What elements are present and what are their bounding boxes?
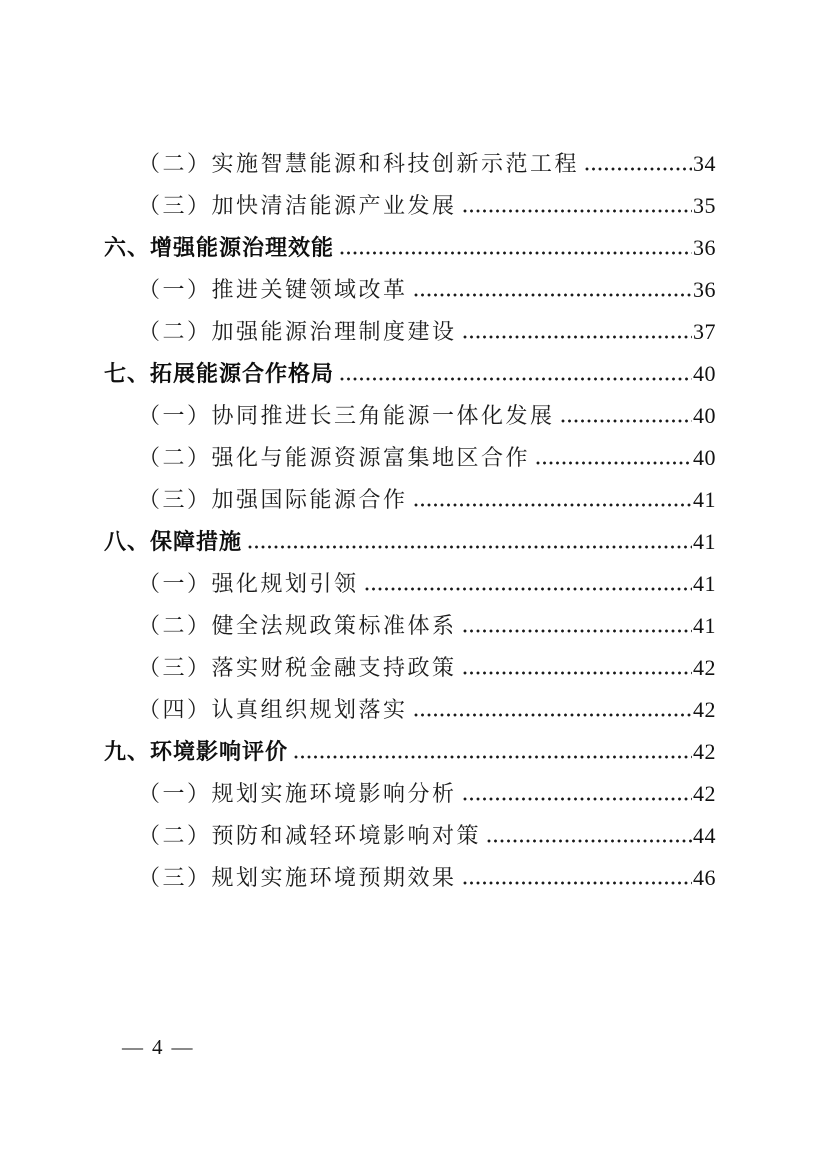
- toc-entry-page-number: 42: [693, 655, 716, 680]
- toc-entry: [104, 815, 716, 857]
- toc-entry-label: 七、拓展能源合作格局: [104, 361, 335, 386]
- toc-entry-label: （三）加强国际能源合作: [138, 487, 408, 512]
- toc-entry-label: （二）实施智慧能源和科技创新示范工程: [138, 151, 580, 176]
- toc-entry-label: （二）预防和减轻环境影响对策: [138, 823, 482, 848]
- dot-leader: [340, 251, 692, 255]
- toc-entry-page-number: 44: [693, 823, 716, 848]
- footer-left-dash: —: [122, 1035, 143, 1059]
- dot-leader: [463, 209, 692, 213]
- toc-entry: [104, 479, 716, 521]
- toc-entry-page-number: 40: [693, 361, 716, 386]
- toc-entry-label: （三）加快清洁能源产业发展: [138, 193, 457, 218]
- dot-leader: [561, 419, 692, 423]
- toc-entry: [104, 269, 716, 311]
- toc-entry: [104, 227, 716, 269]
- toc-entry: [104, 353, 716, 395]
- toc-entry: [104, 689, 716, 731]
- dot-leader: [487, 839, 692, 843]
- toc-entry: [104, 185, 716, 227]
- dot-leader: [585, 167, 692, 171]
- toc-entry-page-number: 35: [693, 193, 716, 218]
- toc-entry-page-number: 41: [693, 571, 716, 596]
- dot-leader: [414, 503, 692, 507]
- toc-entry: [104, 731, 716, 773]
- dot-leader: [463, 629, 692, 633]
- toc-entry-page-number: 40: [693, 403, 716, 428]
- toc-entry-label: （四）认真组织规划落实: [138, 697, 408, 722]
- toc-entry-page-number: 41: [693, 487, 716, 512]
- toc-entry: [104, 143, 716, 185]
- dot-leader: [365, 587, 692, 591]
- dot-leader: [248, 545, 692, 549]
- toc-entry-label: （一）推进关键领域改革: [138, 277, 408, 302]
- toc-entry-page-number: 36: [693, 235, 716, 260]
- toc-entry-page-number: 42: [693, 739, 716, 764]
- toc-entry-page-number: 46: [693, 865, 716, 890]
- toc-entry-label: 六、增强能源治理效能: [104, 235, 335, 260]
- dot-leader: [536, 461, 692, 465]
- toc-entry-page-number: 40: [693, 445, 716, 470]
- dot-leader: [414, 713, 692, 717]
- toc-entry-label: （三）规划实施环境预期效果: [138, 865, 457, 890]
- dot-leader: [294, 755, 692, 759]
- dot-leader: [463, 881, 692, 885]
- toc-entry: [104, 521, 716, 563]
- dot-leader: [414, 293, 692, 297]
- toc-entry: [104, 773, 716, 815]
- toc-entry-label: （二）健全法规政策标准体系: [138, 613, 457, 638]
- toc-entry: [104, 563, 716, 605]
- toc-entry-page-number: 36: [693, 277, 716, 302]
- toc-entry-label: （一）协同推进长三角能源一体化发展: [138, 403, 555, 428]
- toc-entry: [104, 437, 716, 479]
- toc-entry: [104, 605, 716, 647]
- toc-entry-label: （二）加强能源治理制度建设: [138, 319, 457, 344]
- page-footer: [122, 1033, 193, 1061]
- footer-right-dash: —: [171, 1035, 193, 1059]
- dot-leader: [463, 671, 692, 675]
- table-of-contents: [104, 143, 716, 899]
- toc-entry-label: （一）强化规划引领: [138, 571, 359, 596]
- toc-entry-page-number: 41: [693, 529, 716, 554]
- toc-entry-page-number: 42: [693, 697, 716, 722]
- toc-entry-page-number: 42: [693, 781, 716, 806]
- toc-entry-label: （一）规划实施环境影响分析: [138, 781, 457, 806]
- toc-entry-page-number: 34: [693, 151, 716, 176]
- dot-leader: [340, 377, 692, 381]
- dot-leader: [463, 797, 692, 801]
- toc-entry-label: 九、环境影响评价: [104, 739, 289, 764]
- toc-entry-label: （二）强化与能源资源富集地区合作: [138, 445, 531, 470]
- toc-entry-label: （三）落实财税金融支持政策: [138, 655, 457, 680]
- toc-entry: [104, 857, 716, 899]
- toc-entry-page-number: 41: [693, 613, 716, 638]
- dot-leader: [463, 335, 692, 339]
- toc-entry: [104, 395, 716, 437]
- toc-entry: [104, 311, 716, 353]
- footer-page-number: 4: [152, 1035, 163, 1059]
- toc-entry-page-number: 37: [693, 319, 716, 344]
- toc-entry-label: 八、保障措施: [104, 529, 243, 554]
- toc-entry: [104, 647, 716, 689]
